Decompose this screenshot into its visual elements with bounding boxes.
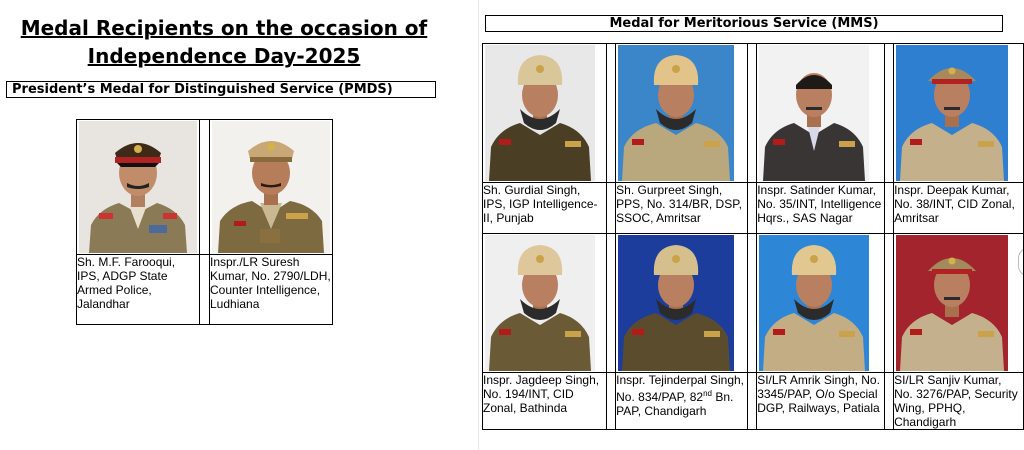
caption-row bbox=[483, 373, 1024, 430]
recipient-caption: Inspr./LR Suresh Kumar, No. 2790/LDH, Counter Intelligence, Ludhiana bbox=[210, 255, 333, 325]
recipient-caption: Inspr. Deepak Kumar, No. 38/INT, CID Zonal, Amritsar bbox=[894, 183, 1024, 234]
mms-recipients-table bbox=[482, 43, 1024, 430]
photo-row bbox=[483, 44, 1024, 183]
recipient-photo bbox=[212, 121, 330, 253]
spacer-cell bbox=[607, 234, 616, 373]
recipient-caption: Sh. Gurdial Singh, IPS, IGP Intelligence-II, Punjab bbox=[483, 183, 607, 234]
spacer-cell bbox=[885, 183, 894, 234]
recipient-caption: SI/LR Amrik Singh, No. 3345/PAP, O/o Special DGP, Railways, Patiala bbox=[757, 373, 885, 430]
recipient-photo bbox=[618, 45, 734, 181]
recipient-card bbox=[616, 44, 748, 183]
recipient-photo bbox=[618, 235, 734, 371]
recipient-caption: Inspr. Satinder Kumar, No. 35/INT, Intelligence Hqrs., SAS Nagar bbox=[757, 183, 885, 234]
page-title bbox=[14, 14, 434, 70]
recipient-card bbox=[616, 234, 748, 373]
recipient-card bbox=[483, 234, 607, 373]
spacer-cell bbox=[607, 44, 616, 183]
recipient-caption bbox=[616, 373, 748, 430]
recipient-photo bbox=[485, 45, 595, 181]
recipient-photo bbox=[759, 45, 869, 181]
spacer-cell bbox=[748, 234, 757, 373]
title-line-2: Independence Day-2025 bbox=[87, 44, 361, 68]
recipient-photo bbox=[759, 235, 869, 371]
spacer-cell bbox=[607, 183, 616, 234]
recipient-card bbox=[210, 120, 333, 255]
spacer-cell bbox=[885, 373, 894, 430]
recipient-photo bbox=[896, 235, 1008, 371]
caption-part: Bn. PAP, Chandigarh bbox=[616, 390, 734, 418]
photo-row bbox=[483, 234, 1024, 373]
recipient-photo bbox=[896, 45, 1008, 181]
spacer-cell bbox=[748, 373, 757, 430]
spacer-cell bbox=[748, 183, 757, 234]
recipient-caption: Inspr. Jagdeep Singh, No. 194/INT, CID Zonal, Bathinda bbox=[483, 373, 607, 430]
pmds-recipients-table bbox=[76, 119, 333, 325]
recipient-caption: Sh. M.F. Farooqui, IPS, ADGP State Armed Police, Jalandhar bbox=[77, 255, 200, 325]
title-line-1: Medal Recipients on the occasion of bbox=[20, 16, 428, 40]
pmds-heading: President’s Medal for Distinguished Service (PMDS) bbox=[6, 81, 436, 98]
recipient-caption: SI/LR Sanjiv Kumar, No. 3276/PAP, Security Wing, PPHQ, Chandigarh bbox=[894, 373, 1024, 430]
ordinal-suffix: nd bbox=[703, 389, 712, 398]
caption-row bbox=[483, 183, 1024, 234]
recipient-caption: Sh. Gurpreet Singh, PPS, No. 314/BR, DSP, SSOC, Amritsar bbox=[616, 183, 748, 234]
recipient-card bbox=[894, 44, 1024, 183]
recipient-card bbox=[483, 44, 607, 183]
recipient-card bbox=[757, 44, 885, 183]
left-page bbox=[0, 0, 478, 450]
mms-heading: Medal for Meritorious Service (MMS) bbox=[485, 15, 1003, 32]
recipient-card bbox=[757, 234, 885, 373]
recipient-photo bbox=[485, 235, 595, 371]
recipient-card bbox=[77, 120, 200, 255]
spacer-cell bbox=[200, 120, 210, 255]
recipient-photo bbox=[79, 121, 197, 253]
spacer-cell bbox=[200, 255, 210, 325]
spacer-cell bbox=[885, 44, 894, 183]
spacer-cell bbox=[885, 234, 894, 373]
recipient-card bbox=[894, 234, 1024, 373]
caption-part: Inspr. Tejinderpal Singh, No. 834/PAP, 82 bbox=[616, 373, 745, 404]
spacer-cell bbox=[607, 373, 616, 430]
spacer-cell bbox=[748, 44, 757, 183]
